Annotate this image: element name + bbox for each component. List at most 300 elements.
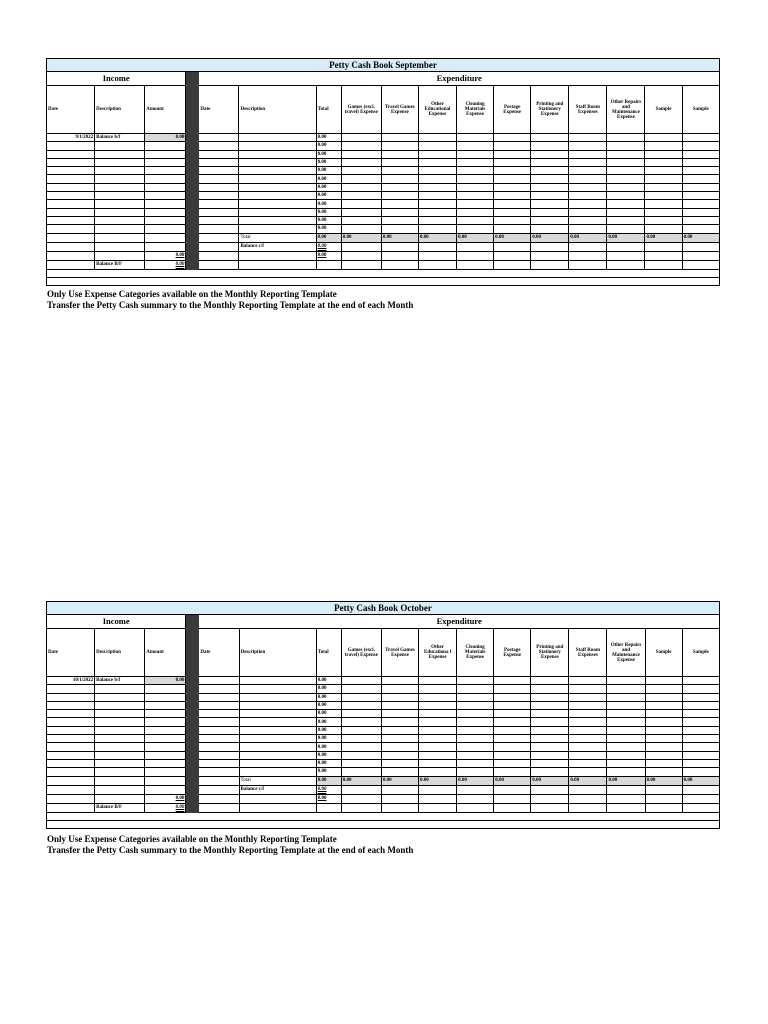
empty-cell bbox=[569, 685, 607, 693]
empty-cell bbox=[418, 251, 456, 260]
empty-cell bbox=[418, 260, 456, 269]
col-category: Other Repairs and Maintenance Expense bbox=[607, 86, 645, 134]
col-category: Staff Room Expenses bbox=[569, 629, 607, 677]
empty-cell bbox=[419, 751, 457, 759]
blank-row bbox=[47, 269, 720, 277]
empty-cell bbox=[494, 175, 531, 183]
note-transfer-summary: Transfer the Petty Cash summary to the Monthly Reporting Template at the end of each Month bbox=[47, 845, 414, 855]
empty-cell bbox=[457, 735, 494, 743]
income-header: Income bbox=[47, 615, 186, 629]
empty-cell bbox=[645, 200, 682, 208]
empty-cell bbox=[95, 183, 145, 191]
empty-cell bbox=[145, 701, 186, 709]
empty-cell bbox=[682, 192, 719, 200]
empty-cell bbox=[531, 685, 569, 693]
empty-cell bbox=[494, 759, 531, 767]
empty-cell bbox=[419, 685, 457, 693]
empty-cell bbox=[645, 175, 682, 183]
note-expense-categories: Only Use Expense Categories available on the Monthly Reporting Template bbox=[47, 834, 337, 844]
empty-cell bbox=[607, 743, 645, 751]
empty-cell bbox=[381, 192, 418, 200]
category-total: 0.00 bbox=[569, 776, 607, 785]
column-divider bbox=[186, 794, 199, 803]
empty-cell bbox=[494, 251, 531, 260]
empty-cell bbox=[47, 803, 95, 812]
empty-cell bbox=[239, 200, 316, 208]
empty-cell bbox=[381, 718, 418, 726]
empty-cell bbox=[682, 785, 719, 794]
empty-cell bbox=[95, 242, 145, 251]
category-total: 0.00 bbox=[531, 776, 569, 785]
empty-cell bbox=[47, 142, 95, 150]
empty-cell bbox=[381, 200, 418, 208]
row-total: 0.00 bbox=[316, 768, 341, 776]
empty-cell bbox=[95, 735, 145, 743]
empty-cell bbox=[531, 751, 569, 759]
empty-cell bbox=[494, 735, 531, 743]
empty-cell bbox=[645, 693, 682, 701]
empty-cell bbox=[381, 677, 418, 685]
empty-cell bbox=[381, 216, 418, 224]
cell-date: 10/1/2022 bbox=[47, 677, 95, 685]
col-category: Travel Games Expense bbox=[381, 629, 418, 677]
empty-cell bbox=[494, 260, 531, 269]
column-divider bbox=[186, 726, 199, 734]
empty-cell bbox=[47, 208, 95, 216]
empty-cell bbox=[645, 158, 682, 166]
column-divider bbox=[186, 701, 199, 709]
empty-cell bbox=[607, 701, 645, 709]
empty-cell bbox=[199, 192, 239, 200]
empty-cell bbox=[682, 759, 719, 767]
col-description: Description bbox=[239, 86, 316, 134]
empty-cell bbox=[607, 768, 645, 776]
empty-cell bbox=[607, 677, 645, 685]
col-category: Other Educationa l Expense bbox=[419, 629, 457, 677]
column-divider bbox=[186, 72, 199, 86]
empty-cell bbox=[418, 150, 456, 158]
empty-cell bbox=[239, 701, 316, 709]
empty-cell bbox=[645, 685, 682, 693]
empty-cell bbox=[645, 216, 682, 224]
empty-cell bbox=[682, 735, 719, 743]
empty-cell bbox=[145, 685, 186, 693]
empty-cell bbox=[607, 158, 645, 166]
amount-sum: 0.00 bbox=[145, 251, 186, 260]
empty-cell bbox=[494, 158, 531, 166]
empty-cell bbox=[381, 685, 418, 693]
empty-cell bbox=[494, 200, 531, 208]
empty-cell bbox=[682, 242, 719, 251]
expenditure-sum: 0.00 bbox=[316, 251, 341, 260]
row-total: 0.00 bbox=[316, 134, 341, 142]
empty-cell bbox=[199, 743, 239, 751]
empty-cell bbox=[47, 150, 95, 158]
empty-cell bbox=[199, 794, 239, 803]
col-category: Sample bbox=[682, 86, 719, 134]
empty-cell bbox=[569, 803, 607, 812]
col-category: Staff Room Expenses bbox=[569, 86, 607, 134]
empty-cell bbox=[607, 175, 645, 183]
empty-cell bbox=[457, 701, 494, 709]
empty-cell bbox=[47, 251, 95, 260]
empty-cell bbox=[47, 260, 95, 269]
empty-cell bbox=[682, 158, 719, 166]
empty-cell bbox=[682, 693, 719, 701]
empty-cell bbox=[47, 225, 95, 233]
row-total: 0.00 bbox=[316, 142, 341, 150]
empty-cell bbox=[239, 685, 316, 693]
row-total: 0.00 bbox=[316, 150, 341, 158]
empty-cell bbox=[531, 726, 569, 734]
note-expense-categories: Only Use Expense Categories available on the Monthly Reporting Template bbox=[47, 289, 337, 299]
empty-cell bbox=[341, 803, 381, 812]
column-divider bbox=[186, 768, 199, 776]
empty-cell bbox=[95, 794, 145, 803]
empty-cell bbox=[341, 685, 381, 693]
empty-cell bbox=[645, 785, 682, 794]
empty-cell bbox=[645, 718, 682, 726]
empty-cell bbox=[95, 776, 145, 785]
empty-cell bbox=[569, 768, 607, 776]
column-divider bbox=[186, 142, 199, 150]
empty-cell bbox=[457, 183, 494, 191]
empty-cell bbox=[341, 710, 381, 718]
empty-cell bbox=[199, 735, 239, 743]
empty-cell bbox=[457, 208, 494, 216]
empty-cell bbox=[47, 192, 95, 200]
empty-cell bbox=[145, 726, 186, 734]
empty-cell bbox=[682, 803, 719, 812]
empty-cell bbox=[494, 677, 531, 685]
empty-cell bbox=[457, 785, 494, 794]
empty-cell bbox=[569, 208, 607, 216]
empty-cell bbox=[569, 150, 607, 158]
empty-cell bbox=[95, 150, 145, 158]
empty-cell bbox=[682, 251, 719, 260]
empty-cell bbox=[145, 710, 186, 718]
empty-cell bbox=[494, 726, 531, 734]
empty-cell bbox=[199, 260, 239, 269]
category-total: 0.00 bbox=[569, 233, 607, 242]
empty-cell bbox=[457, 751, 494, 759]
empty-cell bbox=[607, 693, 645, 701]
category-total: 0.00 bbox=[607, 233, 645, 242]
row-total: 0.00 bbox=[316, 710, 341, 718]
empty-cell bbox=[47, 768, 95, 776]
category-total: 0.00 bbox=[645, 233, 682, 242]
row-total: 0.00 bbox=[316, 167, 341, 175]
empty-cell bbox=[682, 751, 719, 759]
empty-cell bbox=[341, 759, 381, 767]
empty-cell bbox=[531, 175, 569, 183]
empty-cell bbox=[682, 142, 719, 150]
empty-cell bbox=[607, 726, 645, 734]
empty-cell bbox=[494, 785, 531, 794]
empty-cell bbox=[341, 751, 381, 759]
category-total: 0.00 bbox=[419, 776, 457, 785]
empty-cell bbox=[607, 251, 645, 260]
empty-cell bbox=[531, 677, 569, 685]
empty-cell bbox=[494, 208, 531, 216]
empty-cell bbox=[419, 803, 457, 812]
empty-cell bbox=[531, 794, 569, 803]
petty-cash-table bbox=[46, 58, 720, 286]
empty-cell bbox=[199, 134, 239, 142]
empty-cell bbox=[418, 158, 456, 166]
empty-cell bbox=[239, 216, 316, 224]
empty-cell bbox=[95, 200, 145, 208]
column-divider bbox=[186, 718, 199, 726]
row-total: 0.00 bbox=[316, 726, 341, 734]
empty-cell bbox=[531, 242, 569, 251]
empty-cell bbox=[531, 251, 569, 260]
empty-cell bbox=[341, 225, 381, 233]
empty-cell bbox=[418, 183, 456, 191]
balance-cf-value: 0.00 bbox=[316, 242, 341, 251]
empty-cell bbox=[145, 208, 186, 216]
empty-cell bbox=[239, 175, 316, 183]
empty-cell bbox=[381, 260, 418, 269]
empty-cell bbox=[341, 677, 381, 685]
empty-cell bbox=[457, 200, 494, 208]
category-total: 0.00 bbox=[494, 776, 531, 785]
empty-cell bbox=[145, 785, 186, 794]
empty-cell bbox=[607, 183, 645, 191]
empty-cell bbox=[457, 803, 494, 812]
empty-cell bbox=[199, 726, 239, 734]
empty-cell bbox=[531, 701, 569, 709]
empty-cell bbox=[145, 242, 186, 251]
empty-cell bbox=[199, 233, 239, 242]
empty-cell bbox=[645, 150, 682, 158]
empty-cell bbox=[381, 242, 418, 251]
column-divider bbox=[186, 150, 199, 158]
empty-cell bbox=[457, 759, 494, 767]
empty-cell bbox=[341, 242, 381, 251]
empty-cell bbox=[494, 216, 531, 224]
empty-cell bbox=[95, 251, 145, 260]
empty-cell bbox=[645, 768, 682, 776]
empty-cell bbox=[418, 175, 456, 183]
empty-cell bbox=[341, 718, 381, 726]
blank-row bbox=[47, 820, 720, 828]
empty-cell bbox=[645, 183, 682, 191]
empty-cell bbox=[418, 242, 456, 251]
category-total: 0.00 bbox=[682, 776, 719, 785]
empty-cell bbox=[531, 785, 569, 794]
column-divider bbox=[186, 615, 199, 629]
empty-cell bbox=[418, 200, 456, 208]
empty-cell bbox=[531, 743, 569, 751]
amount-sum: 0.00 bbox=[145, 794, 186, 803]
empty-cell bbox=[682, 701, 719, 709]
category-total: 0.00 bbox=[381, 776, 418, 785]
category-total: 0.00 bbox=[341, 233, 381, 242]
empty-cell bbox=[494, 685, 531, 693]
balance-bf-label: Balance B/F bbox=[95, 803, 145, 812]
column-divider bbox=[186, 216, 199, 224]
empty-cell bbox=[47, 726, 95, 734]
empty-cell bbox=[457, 685, 494, 693]
empty-cell bbox=[645, 726, 682, 734]
empty-cell bbox=[239, 718, 316, 726]
empty-cell bbox=[457, 167, 494, 175]
empty-cell bbox=[381, 726, 418, 734]
col-date: Date bbox=[47, 629, 95, 677]
empty-cell bbox=[341, 200, 381, 208]
empty-cell bbox=[531, 183, 569, 191]
empty-cell bbox=[239, 677, 316, 685]
empty-cell bbox=[645, 803, 682, 812]
empty-cell bbox=[531, 167, 569, 175]
empty-cell bbox=[569, 260, 607, 269]
empty-cell bbox=[239, 794, 316, 803]
empty-cell bbox=[199, 677, 239, 685]
empty-cell bbox=[419, 743, 457, 751]
empty-cell bbox=[457, 260, 494, 269]
empty-cell bbox=[199, 718, 239, 726]
empty-cell bbox=[569, 175, 607, 183]
empty-cell bbox=[95, 768, 145, 776]
empty-cell bbox=[199, 251, 239, 260]
empty-cell bbox=[569, 183, 607, 191]
empty-cell bbox=[47, 743, 95, 751]
column-divider bbox=[186, 629, 199, 677]
empty-cell bbox=[381, 768, 418, 776]
empty-cell bbox=[381, 803, 418, 812]
column-divider bbox=[186, 233, 199, 242]
empty-cell bbox=[199, 183, 239, 191]
col-total: Total bbox=[316, 86, 341, 134]
empty-cell bbox=[47, 701, 95, 709]
empty-cell bbox=[494, 192, 531, 200]
empty-cell bbox=[457, 175, 494, 183]
empty-cell bbox=[607, 134, 645, 142]
empty-cell bbox=[239, 134, 316, 142]
empty-cell bbox=[47, 158, 95, 166]
empty-cell bbox=[569, 743, 607, 751]
petty-cash-table bbox=[46, 601, 720, 829]
column-divider bbox=[186, 677, 199, 685]
empty-cell bbox=[199, 759, 239, 767]
empty-cell bbox=[607, 192, 645, 200]
empty-cell bbox=[341, 158, 381, 166]
empty-cell bbox=[95, 759, 145, 767]
col-category: Printing and Stationery Expense bbox=[531, 86, 569, 134]
empty-cell bbox=[145, 158, 186, 166]
empty-cell bbox=[145, 735, 186, 743]
expenditure-header: Expenditure bbox=[199, 615, 720, 629]
empty-cell bbox=[531, 158, 569, 166]
empty-cell bbox=[145, 225, 186, 233]
empty-cell bbox=[199, 768, 239, 776]
empty-cell bbox=[645, 751, 682, 759]
empty-cell bbox=[494, 794, 531, 803]
empty-cell bbox=[239, 158, 316, 166]
column-divider bbox=[186, 175, 199, 183]
empty-cell bbox=[418, 208, 456, 216]
empty-cell bbox=[381, 142, 418, 150]
empty-cell bbox=[95, 192, 145, 200]
row-total: 0.00 bbox=[316, 685, 341, 693]
category-total: 0.00 bbox=[645, 776, 682, 785]
empty-cell bbox=[239, 251, 316, 260]
category-total: 0.00 bbox=[381, 233, 418, 242]
empty-cell bbox=[145, 183, 186, 191]
empty-cell bbox=[607, 803, 645, 812]
empty-cell bbox=[381, 710, 418, 718]
empty-cell bbox=[95, 785, 145, 794]
category-total: 0.00 bbox=[457, 776, 494, 785]
empty-cell bbox=[341, 743, 381, 751]
row-total: 0.00 bbox=[316, 158, 341, 166]
balance-bf-label: Balance B/F bbox=[95, 260, 145, 269]
empty-cell bbox=[569, 785, 607, 794]
col-amount: Amount bbox=[145, 86, 186, 134]
empty-cell bbox=[457, 192, 494, 200]
row-total: 0.00 bbox=[316, 677, 341, 685]
empty-cell bbox=[341, 768, 381, 776]
row-total: 0.00 bbox=[316, 751, 341, 759]
blank-row bbox=[47, 812, 720, 820]
expenditure-sum: 0.00 bbox=[316, 794, 341, 803]
empty-cell bbox=[381, 183, 418, 191]
empty-cell bbox=[607, 794, 645, 803]
balance-cf-label: Balance c/f bbox=[239, 785, 316, 794]
empty-cell bbox=[645, 710, 682, 718]
empty-cell bbox=[199, 175, 239, 183]
empty-cell bbox=[607, 167, 645, 175]
empty-cell bbox=[199, 216, 239, 224]
category-total: 0.00 bbox=[531, 233, 569, 242]
col-category: Postage Expense bbox=[494, 86, 531, 134]
row-total: 0.00 bbox=[316, 759, 341, 767]
empty-cell bbox=[645, 134, 682, 142]
empty-cell bbox=[682, 167, 719, 175]
empty-cell bbox=[457, 693, 494, 701]
empty-cell bbox=[419, 701, 457, 709]
empty-cell bbox=[199, 751, 239, 759]
empty-cell bbox=[381, 158, 418, 166]
empty-cell bbox=[494, 803, 531, 812]
empty-cell bbox=[531, 710, 569, 718]
empty-cell bbox=[199, 208, 239, 216]
empty-cell bbox=[47, 175, 95, 183]
empty-cell bbox=[95, 701, 145, 709]
empty-cell bbox=[494, 751, 531, 759]
col-category: Other Educational Expense bbox=[418, 86, 456, 134]
row-total: 0.00 bbox=[316, 216, 341, 224]
empty-cell bbox=[569, 251, 607, 260]
empty-cell bbox=[607, 150, 645, 158]
empty-cell bbox=[682, 175, 719, 183]
empty-cell bbox=[199, 158, 239, 166]
empty-cell bbox=[95, 142, 145, 150]
empty-cell bbox=[47, 216, 95, 224]
empty-cell bbox=[682, 134, 719, 142]
empty-cell bbox=[569, 751, 607, 759]
empty-cell bbox=[239, 693, 316, 701]
empty-cell bbox=[341, 167, 381, 175]
empty-cell bbox=[494, 142, 531, 150]
empty-cell bbox=[645, 242, 682, 251]
empty-cell bbox=[531, 134, 569, 142]
empty-cell bbox=[419, 693, 457, 701]
empty-cell bbox=[457, 242, 494, 251]
empty-cell bbox=[569, 167, 607, 175]
empty-cell bbox=[457, 251, 494, 260]
